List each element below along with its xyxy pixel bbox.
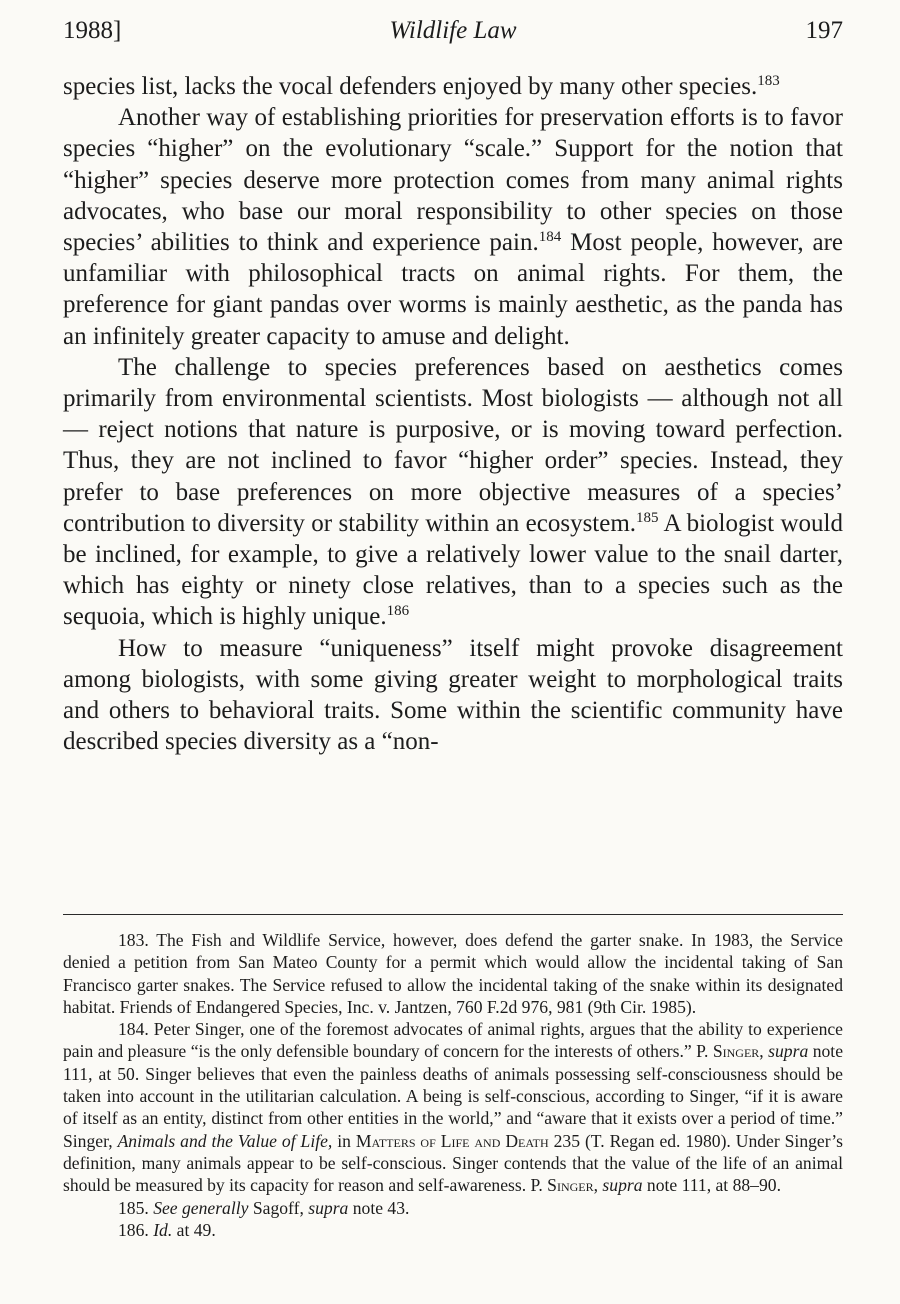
fn186-id: Id. (153, 1219, 173, 1240)
fn185-text-b: note 43. (348, 1197, 410, 1218)
fn186-text: at 49. (172, 1219, 216, 1240)
footnote-186 (63, 1219, 843, 1241)
fn184-author-2: Singer (547, 1175, 594, 1196)
footnote-ref-185: 185 (636, 509, 659, 526)
fn184-supra-1: supra (768, 1041, 809, 1062)
header-title: Wildlife Law (389, 17, 517, 44)
paragraph-3 (63, 352, 843, 633)
paragraph-2-text-b: Most people, however, are unfamiliar with philosophical tracts on animal rights. For them, the preference for giant pandas over worms is mainly aesthetic, as the panda has an infinitely greater capacity to amuse and delight. (63, 229, 843, 350)
footnote-ref-183: 183 (757, 73, 780, 89)
fn184-author-1: Singer (712, 1041, 760, 1062)
fn184-supra-2: supra (602, 1175, 643, 1196)
paragraph-3-text-b: A biologist would be inclined, for example, to give a relatively lower value to the snail darter, which has eighty or ninety close relatives, than to a species such as the sequoia, which is highly unique. (63, 509, 843, 631)
fn185-number: 185. (118, 1197, 154, 1218)
document-page (63, 14, 844, 1240)
footnote-ref-184: 184 (538, 229, 562, 246)
paragraph-4: How to measure “uniqueness” itself might provoke disagreement among biologists, with some giving greater weight to morphological traits and others to behavioral traits. Some within the scientific community have described species diversity as a “non- (63, 634, 843, 756)
page-number: 197 (805, 17, 843, 44)
fn185-text-a: Sagoff, (248, 1197, 309, 1218)
paragraph-1-text: species list, lacks the vocal defenders enjoyed by many other species. (63, 73, 758, 100)
fn184-text-c: in (332, 1130, 356, 1151)
header-year: 1988] (63, 17, 122, 44)
running-header (63, 14, 843, 48)
paragraph-3-text-a: The challenge to species preferences based on aesthetics comes primarily from environmental scientists. Most biologists — although not all — reject notions that nature is purposive, or is moving toward perfection. Thus, they are not inclined to favor “higher order” species. Instead, they prefer to base preferences on more objective measures of a species’ contribution to diversity or stability within an ecosystem. (63, 353, 843, 537)
footnote-183: 183. The Fish and Wildlife Service, however, does defend the garter snake. In 1983, the Service denied a petition from San Mateo County for a permit which would allow the incidental taking of San Francisco garter snakes. The Service refused to allow the incidental taking of the snake within its designated habitat. Friends of Endangered Species, Inc. v. Jantzen, 760 F.2d 976, 981 (9th Cir. 1985). (63, 930, 843, 1017)
fn185-signal: See generally (153, 1197, 249, 1218)
main-text (63, 71, 843, 757)
footnotes (63, 929, 843, 1241)
fn186-number: 186. (118, 1219, 154, 1240)
footnote-184: 184. Peter Singer, one of the foremost advocates of animal rights, argues that the ability to experience pain and pleasure “is the only defensible boundary of concern for the interests of others.” P. Singer, supra note 111, at 50. Singer believes that even the painless deaths of animals possessing self-consciousness should be taken into account in the utilitarian calculation. A being is self-conscious, according to Singer, “if it is aware of itself as an entity, distinct from other entities in the world,” and “aware that it exists over a period of time.” Singer, Animals and the Value of Life, in Matters of Life and Death 235 (T. Regan ed. 1980). Under Singer’s definition, many animals appear to be self-conscious. Singer contends that the value of the life of an animal should be measured by its capacity for reason and self-awareness. P. Singer, supra note 111, at 88–90. (63, 1019, 844, 1196)
fn184-text-d: 235 (T. Regan ed. 1980). Under Singer’s definition, many animals appear to be self-conscious. Singer contends that the value of the life of an animal should be measured by its capacity for reason and self-awareness. P. (63, 1130, 843, 1196)
paragraph-2-text-a: Another way of establishing priorities for preservation efforts is to favor species “higher” on the evolutionary “scale.” Support for the notion that “higher” species deserve more protection comes from many animal rights advocates, who base our moral responsibility to other species on those species’ abilities to think and experience pain. (63, 104, 843, 257)
fn185-supra: supra (308, 1197, 349, 1218)
paragraph-2 (63, 102, 843, 352)
paragraph-1 (63, 71, 843, 102)
fn184-book-title: Animals and the Value of Life, (117, 1130, 333, 1151)
footnote-divider (63, 914, 843, 915)
fn184-text-b: note 111, at 50. Singer believes that even the painless deaths of animals possessing self-consciousness should be taken into account in the utilitarian calculation. A being is self-conscious, according to Singer, “if it is aware of itself as an entity, distinct from other entities in the world,” and “aware that it exists over a period of time.” Singer, (63, 1041, 844, 1151)
fn184-text-e: note 111, at 88–90. (642, 1175, 781, 1196)
fn184-text-a: 184. Peter Singer, one of the foremost advocates of animal rights, argues that the ability to experience pain and pleasure “is the only defensible boundary of concern for the interests of others.” P. (63, 1019, 843, 1062)
footnote-185 (63, 1197, 843, 1219)
footnote-ref-186: 186 (386, 603, 410, 620)
fn184-collection-title: Matters of Life and Death (355, 1130, 549, 1151)
